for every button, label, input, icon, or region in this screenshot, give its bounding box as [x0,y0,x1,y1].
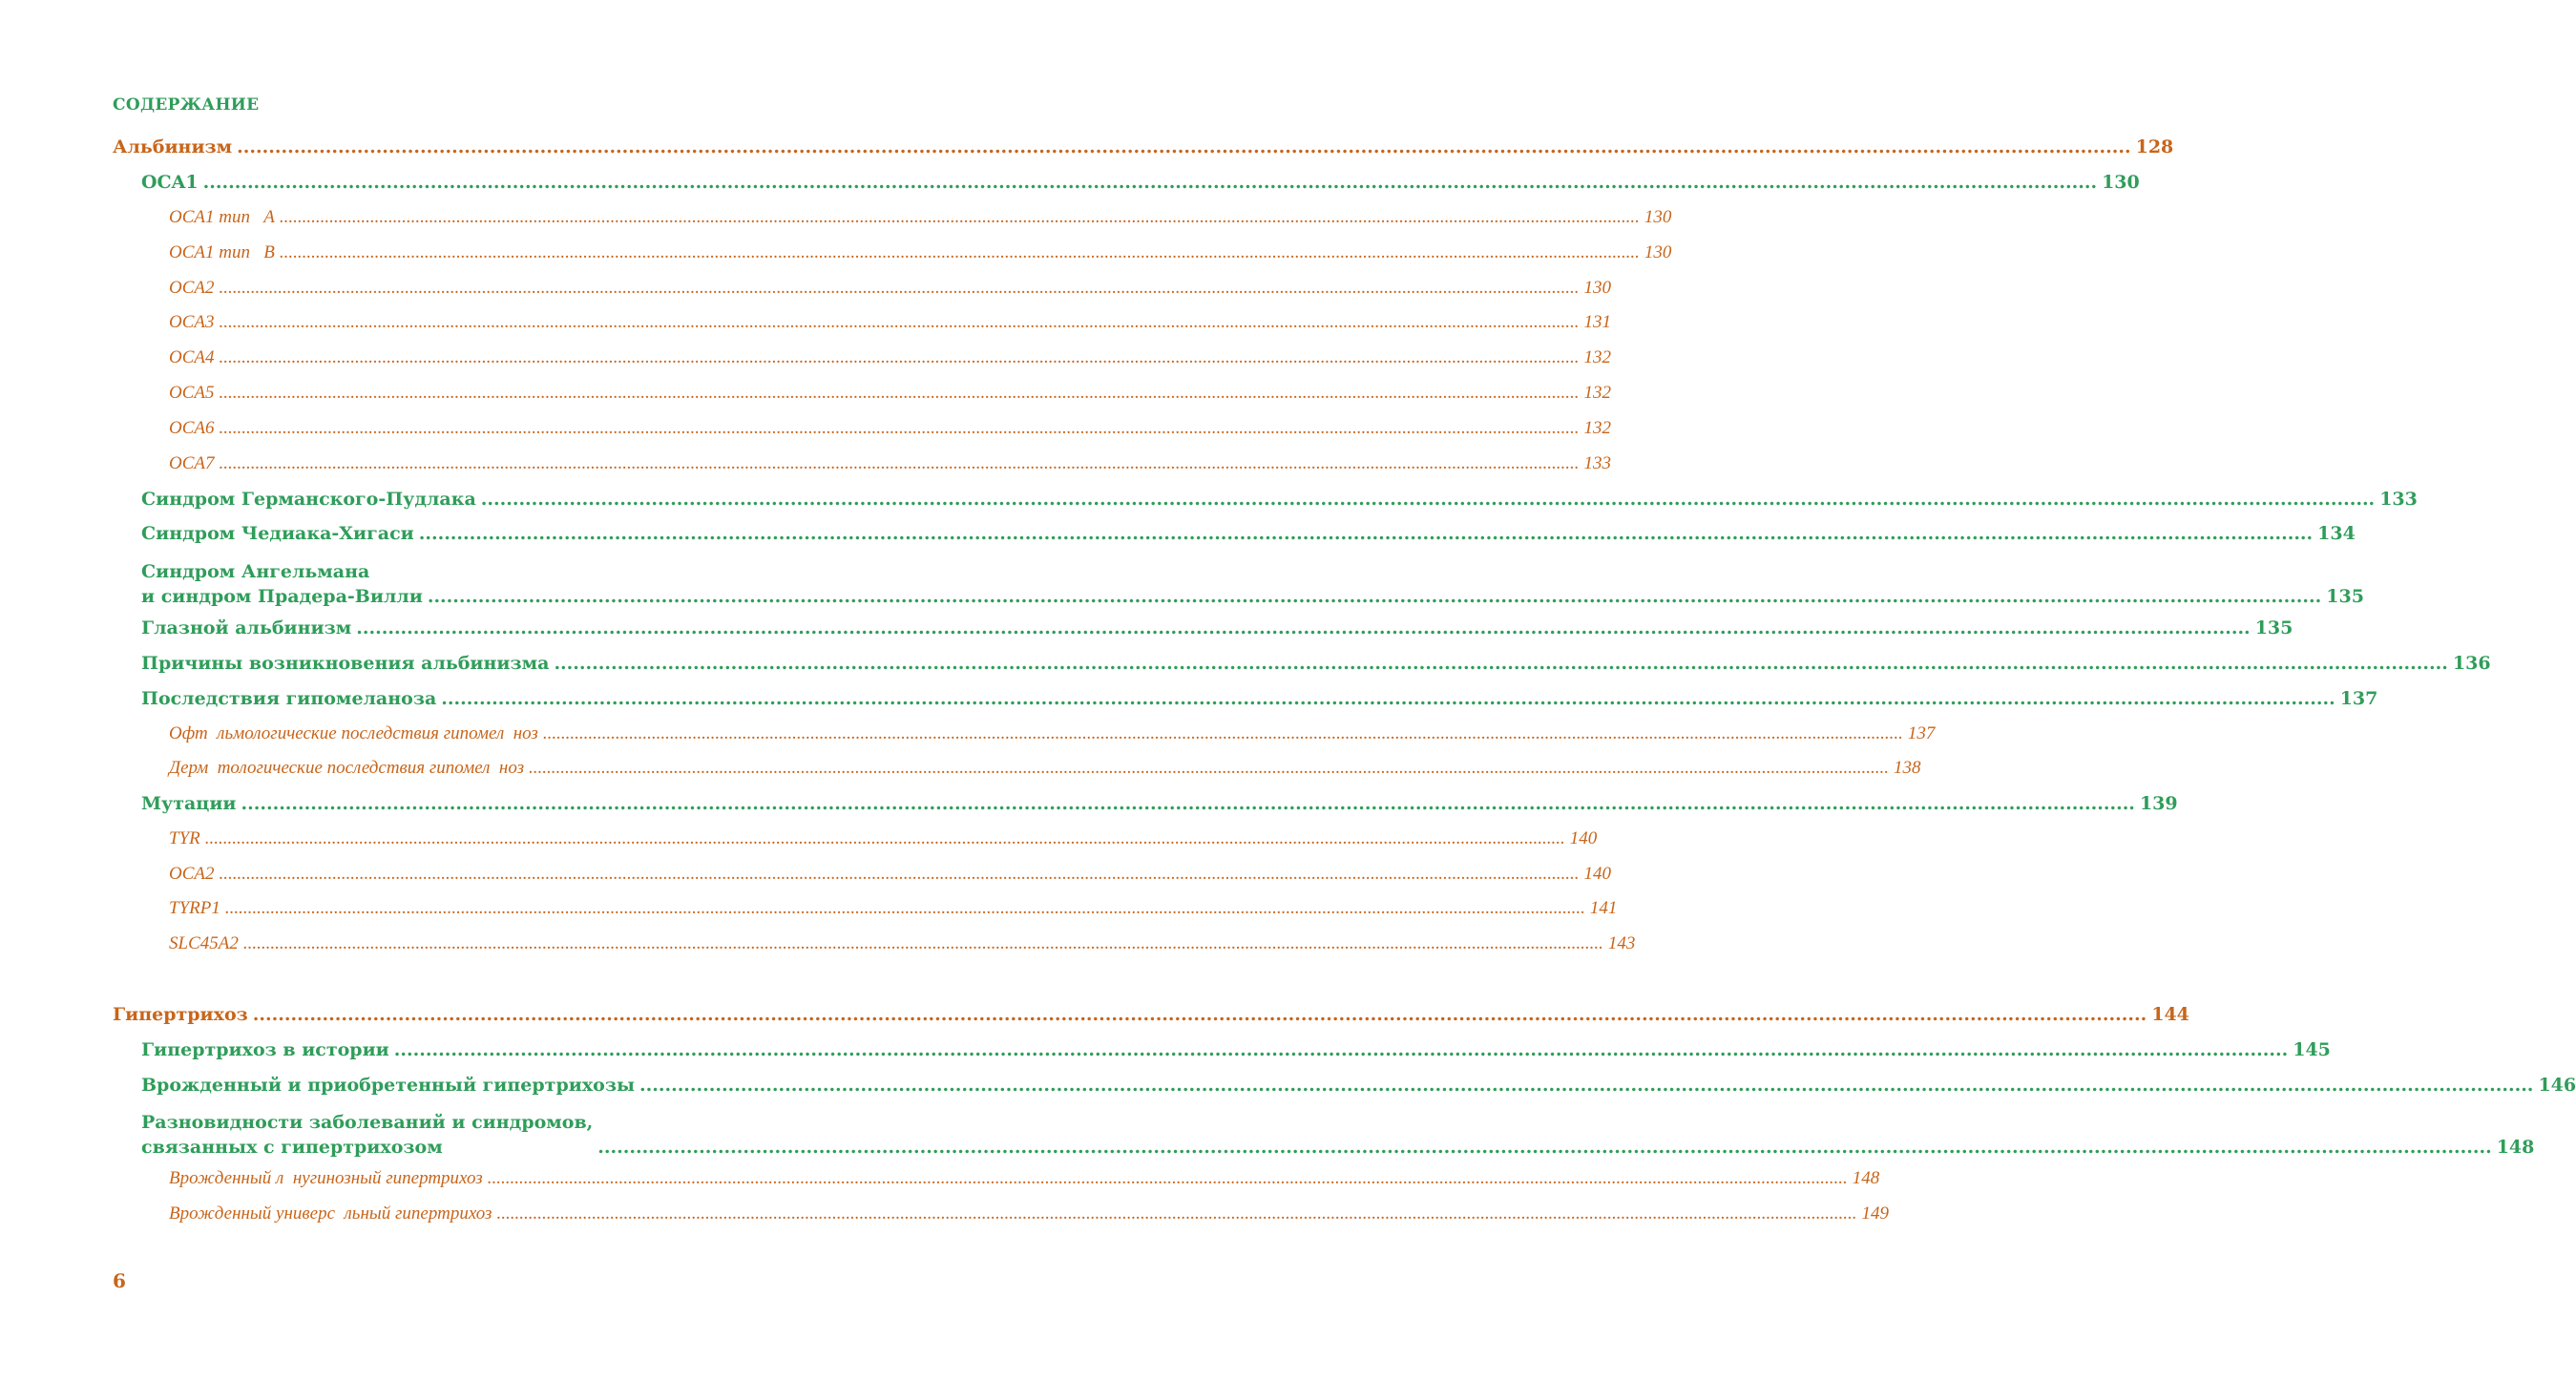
entry-title: Гипертрихоз [113,1004,248,1025]
leader-dots: ............................................................................................................................................................................................................................................................................................................ [529,758,1890,778]
leader-dots: ............................................................................................................................................................................................................................................................................................................ [554,653,2448,674]
entry-title-line-1: Синдром Ангельмана [141,561,370,582]
leader-dots: ............................................................................................................................................................................................................................................................................................................ [219,347,1580,367]
leader-dots: ............................................................................................................................................................................................................................................................................................................ [356,617,2251,638]
toc-entry-tyrp1[interactable] [169,898,1618,925]
entry-page: 137 [2339,688,2378,709]
entry-title-line-1: Разновидности заболеваний и синдромов, [141,1112,594,1133]
leader-dots: ............................................................................................................................................................................................................................................................................................................ [418,523,2314,544]
entry-title: Мутации [141,793,237,814]
toc-entry-oca3[interactable] [169,312,1611,339]
entry-page: 139 [2139,793,2178,814]
entry-page: 146 [2538,1075,2576,1096]
entry-title: SLC45A2 [169,933,239,953]
toc-entry-ocular-albinism[interactable] [141,617,2293,644]
entry-page: 138 [1894,758,1921,778]
entry-page: 130 [1583,278,1611,298]
leader-dots: ............................................................................................................................................................................................................................................................................................................ [480,489,2376,510]
toc-entry-oca2[interactable] [169,278,1611,304]
entry-page: 128 [2135,136,2174,157]
entry-page: 133 [2379,489,2418,510]
toc-entry-oca2-gene[interactable] [169,864,1611,890]
entry-page: 148 [1852,1168,1880,1188]
entry-page: 137 [1907,723,1936,743]
entry-page: 136 [2452,653,2491,674]
page-number: 6 [113,1269,126,1292]
leader-dots: ............................................................................................................................................................................................................................................................................................................ [241,793,2135,814]
leader-dots: ............................................................................................................................................................................................................................................................................................................ [219,453,1580,473]
entry-page: 134 [2317,523,2356,544]
toc-entry-oca1a[interactable] [169,207,1672,234]
toc-entry-oca1[interactable] [141,172,2140,199]
toc-entry-tyr[interactable] [169,828,1598,855]
entry-title-line-2: связанных с гипертрихозом [141,1137,443,1158]
entry-title: Дерм тологические последствия гипомел ноз [169,758,525,778]
entry-title: OCA7 [169,453,215,473]
entry-page: 144 [2151,1004,2189,1025]
entry-page: 135 [2254,617,2293,638]
entry-page: 140 [1569,828,1598,848]
entry-title: OCA2 [169,278,215,298]
leader-dots: ............................................................................................................................................................................................................................................................................................................ [496,1203,1857,1224]
entry-title: OCA3 [169,312,215,332]
entry-title: Гипертрихоз в истории [141,1039,389,1060]
entry-page: 133 [1583,453,1611,473]
entry-title: Причины возникновения альбинизма [141,653,550,674]
leader-dots: ............................................................................................................................................................................................................................................................................................................ [542,723,1903,743]
entry-title: Врожденный л нугинозный гипертрихоз [169,1168,483,1188]
entry-title: Синдром Чедиака-Хигаси [141,523,414,544]
leader-dots: ............................................................................................................................................................................................................................................................................................................ [242,933,1603,953]
entry-page: 130 [1644,207,1672,227]
toc-entry-dermatological[interactable] [169,758,1921,785]
entry-title: Врожденный универс льный гипертрихоз [169,1203,492,1224]
entry-page: 145 [2293,1039,2331,1060]
toc-entry-hypertrichosis-history[interactable] [141,1039,2331,1066]
toc-entry-oca1b[interactable] [169,242,1672,269]
leader-dots: ............................................................................................................................................................................................................................................................................................................ [204,828,1565,848]
entry-title: OCA2 [169,864,215,884]
entry-title: Последствия гипомеланоза [141,688,437,709]
leader-dots: ............................................................................................................................................................................................................................................................................................................ [279,242,1640,262]
toc-entry-causes[interactable] [141,653,2491,680]
entry-title: Синдром Германского-Пудлака [141,489,476,510]
leader-dots: ............................................................................................................................................................................................................................................................................................................ [252,1004,2147,1025]
leader-dots: ............................................................................................................................................................................................................................................................................................................ [219,383,1580,403]
entry-title [141,1110,595,1160]
leader-dots: ............................................................................................................................................................................................................................................................................................................ [427,586,2322,607]
toc-entry-universal[interactable] [169,1203,1889,1230]
toc-entry-chediak-higashi[interactable] [141,523,2356,550]
toc-entry-albinism[interactable] [113,136,2174,163]
leader-dots: ............................................................................................................................................................................................................................................................................................................ [639,1075,2534,1096]
leader-dots: ............................................................................................................................................................................................................................................................................................................ [219,418,1580,438]
entry-page: 149 [1861,1203,1889,1224]
entry-title: OCA1 тип B [169,242,275,262]
entry-title-line-2: и синдром Прадера-Вилли [141,586,423,607]
leader-dots: ............................................................................................................................................................................................................................................................................................................ [441,688,2335,709]
toc-entry-oca6[interactable] [169,418,1611,445]
entry-title: Врожденный и приобретенный гипертрихозы [141,1075,635,1096]
leader-dots: ............................................................................................................................................................................................................................................................................................................ [597,1137,2492,1158]
leader-dots: ............................................................................................................................................................................................................................................................................................................ [487,1168,1848,1188]
entry-title: OCA4 [169,347,215,367]
entry-page: 148 [2496,1137,2535,1158]
toc-entry-ophthalmological[interactable] [169,723,1936,750]
toc-entry-hermansky-pudlak[interactable] [141,489,2418,515]
entry-title: TYRP1 [169,898,220,918]
leader-dots: ............................................................................................................................................................................................................................................................................................................ [219,864,1580,884]
entry-title: Альбинизм [113,136,233,157]
entry-title: TYR [169,828,200,848]
entry-page: 132 [1583,418,1611,438]
entry-title: OCA5 [169,383,215,403]
leader-dots: ............................................................................................................................................................................................................................................................................................................ [224,898,1585,918]
entry-page: 140 [1583,864,1611,884]
entry-page: 141 [1589,898,1618,918]
toc-entry-lanuginous[interactable] [169,1168,1880,1195]
entry-title: OCA6 [169,418,215,438]
entry-title: OCA1 [141,172,199,193]
entry-page: 130 [1644,242,1672,262]
toc-entry-consequences[interactable] [141,688,2378,715]
toc-entry-oca5[interactable] [169,383,1611,409]
toc-heading: СОДЕРЖАНИЕ [113,95,260,115]
entry-title [141,559,425,609]
toc-entry-hypertrichosis[interactable] [113,1004,2189,1031]
entry-page: 132 [1583,383,1611,403]
leader-dots: ............................................................................................................................................................................................................................................................................................................ [237,136,2131,157]
toc-entry-congenital-acquired[interactable] [141,1075,2576,1101]
leader-dots: ............................................................................................................................................................................................................................................................................................................ [202,172,2098,193]
leader-dots: ............................................................................................................................................................................................................................................................................................................ [279,207,1640,227]
leader-dots: ............................................................................................................................................................................................................................................................................................................ [219,278,1580,298]
entry-page: 143 [1607,933,1636,953]
toc-entry-oca7[interactable] [169,453,1611,480]
entry-page: 132 [1583,347,1611,367]
toc-entry-mutations[interactable] [141,793,2178,820]
toc-entry-oca4[interactable] [169,347,1611,374]
toc-entry-varieties[interactable] [141,1110,2535,1160]
entry-title: Глазной альбинизм [141,617,352,638]
leader-dots: ............................................................................................................................................................................................................................................................................................................ [393,1039,2289,1060]
leader-dots: ............................................................................................................................................................................................................................................................................................................ [219,312,1580,332]
entry-title: OCA1 тип A [169,207,275,227]
entry-page: 131 [1583,312,1611,332]
entry-title: Офт льмологические последствия гипомел ноз [169,723,538,743]
toc-entry-angelman-prader-willi[interactable] [141,559,2364,609]
entry-page: 135 [2326,586,2364,607]
entry-page: 130 [2102,172,2140,193]
toc-entry-slc45a2[interactable] [169,933,1636,960]
